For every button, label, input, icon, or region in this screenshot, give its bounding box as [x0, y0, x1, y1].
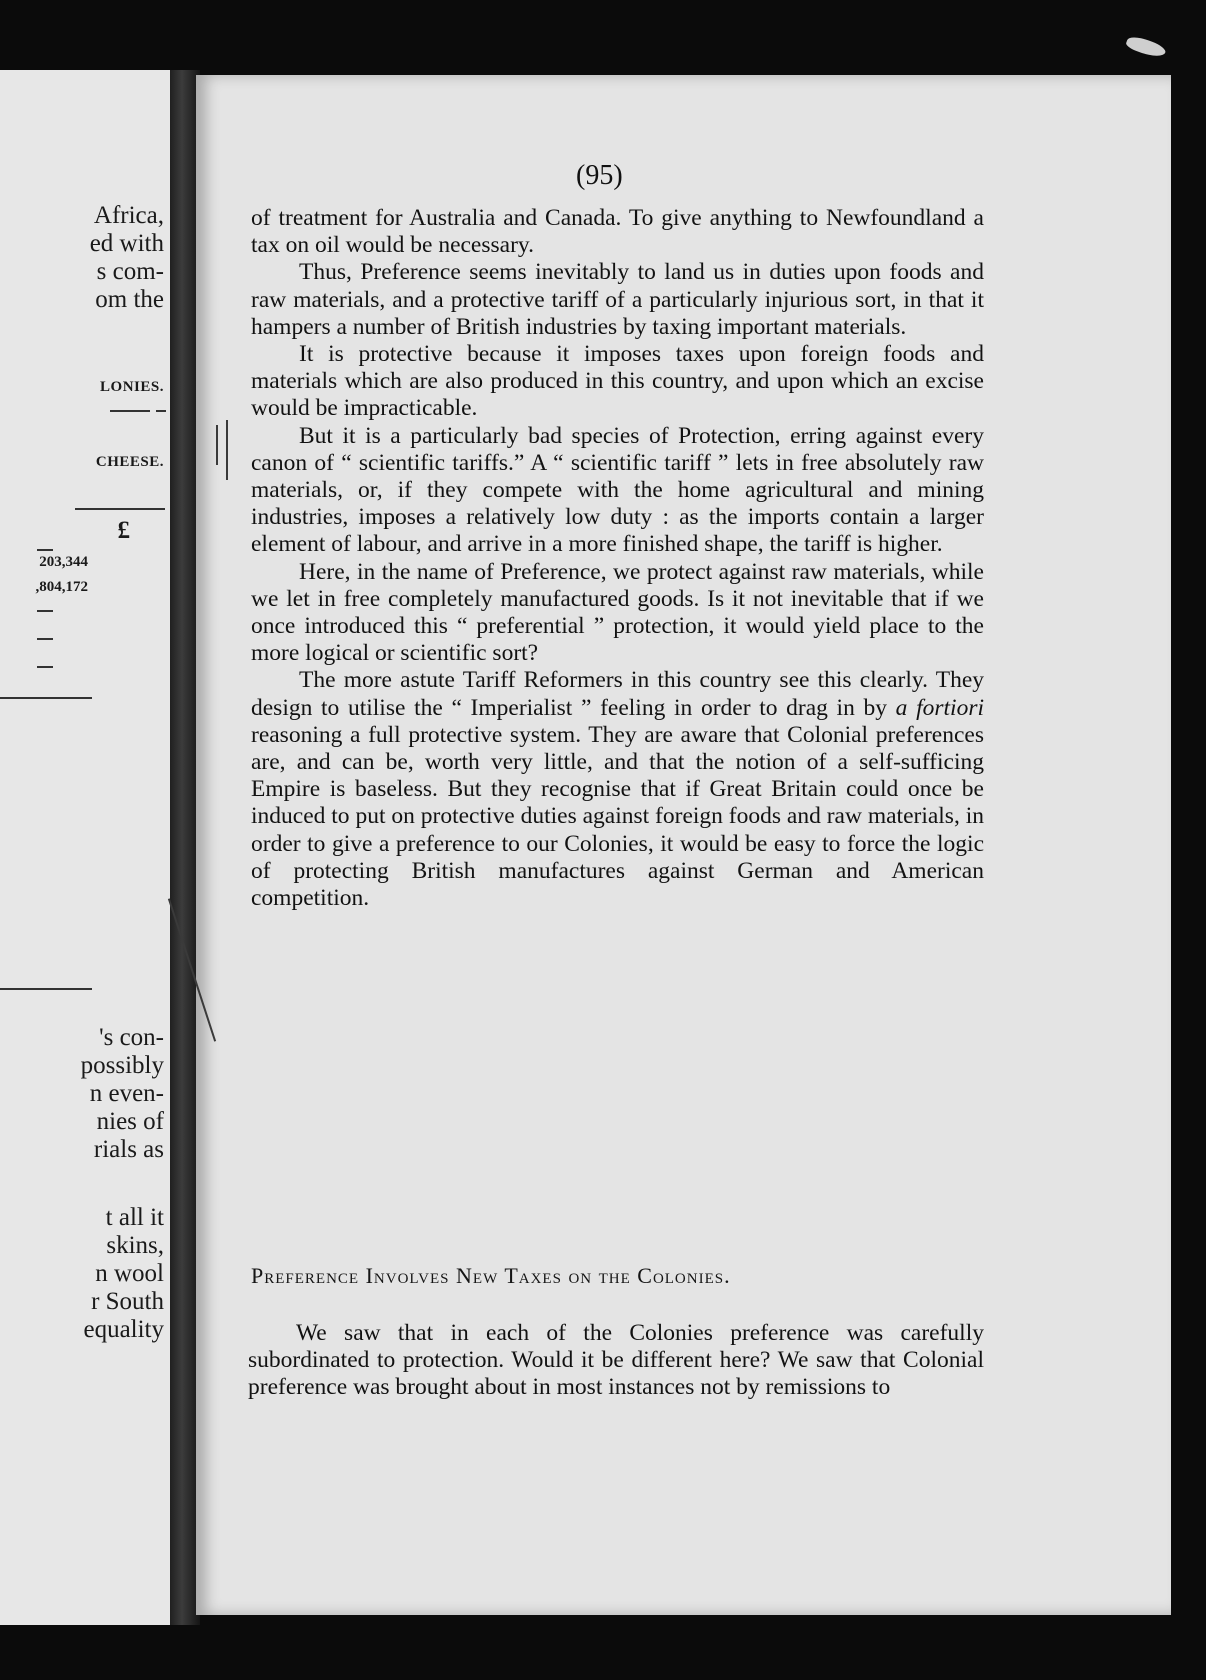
left-fragment: possibly [80, 1052, 164, 1079]
italic-phrase: a fortiori [895, 694, 984, 721]
paragraph: We saw that in each of the Colonies preference was carefully subordinated to protection. Would it be different here? We saw that Colonial preference was brought about in most instances not by remissions to [248, 1320, 984, 1401]
left-dash [156, 410, 166, 412]
left-fragment: n wool [95, 1260, 164, 1287]
left-fragment: ed with [89, 230, 164, 257]
left-fragment: s com- [96, 258, 164, 285]
left-dash [37, 638, 53, 640]
colonies-label: LONIES. [100, 379, 164, 395]
paragraph: of treatment for Australia and Canada. To give anything to Newfoundland a tax on oil would be necessary. [251, 205, 984, 259]
left-fragment: skins, [106, 1232, 164, 1259]
cheese-label: CHEESE. [95, 454, 164, 470]
left-fragment: n even- [89, 1080, 164, 1107]
pound-sign: £ [117, 517, 130, 544]
paragraph-text: reasoning a full protective system. They are aware that Colonial preferences are, and can be, worth very little, and that the notion of a self-sufficing Empire is baseless. But they recognise that if Great Britain could once be induced to put on protective duties against foreign foods and raw materials, in order to give a preference to our Colonies, it would be easy to force the logic of protecting British manufactures against German and American competition. [251, 721, 984, 912]
left-rule [0, 697, 92, 699]
left-value: ,804,172 [35, 579, 88, 595]
paragraph: Thus, Preference seems inevitably to land us in duties upon foods and raw materials, and a protective tariff of a particularly injurious sort, in that it hampers a number of British industries by taxing important materials. [251, 259, 984, 340]
margin-mark [216, 425, 218, 465]
left-fragment: om the [95, 286, 164, 313]
left-fragment: nies of [96, 1108, 164, 1135]
left-fragment: equality [83, 1316, 164, 1343]
paragraph-text: The more astute Tariff Reformers in this country see this clearly. They design to utilise the “ Imperialist ” feeling in order to drag in by [251, 667, 984, 721]
main-page [196, 75, 1171, 1615]
section-heading: Preference Involves New Taxes on the Colonies. [251, 1263, 731, 1288]
left-fragment: t all it [105, 1204, 164, 1231]
left-fragment: rials as [93, 1136, 164, 1163]
body-text [248, 1320, 984, 1402]
paragraph: It is protective because it imposes taxes upon foreign foods and materials which are also produced in this country, and upon which an excise would be impracticable. [251, 341, 984, 422]
left-fragment: 's con- [99, 1024, 164, 1051]
paragraph [251, 667, 984, 912]
left-fragment: Africa, [93, 202, 164, 229]
body-text [251, 205, 984, 912]
left-rule [75, 508, 165, 510]
margin-mark [226, 420, 228, 480]
left-fragment: r South [91, 1288, 164, 1315]
facing-page-left [0, 70, 170, 1625]
left-dash [37, 666, 53, 668]
left-rule [110, 410, 150, 412]
left-value: 203,344 [39, 554, 88, 570]
left-dash [37, 549, 53, 551]
scan-speck [1125, 34, 1167, 61]
paragraph: But it is a particularly bad species of Protection, erring against every canon of “ scientific tariffs.” A “ scientific tariff ” lets in free absolutely raw materials, or, if they compete with the home agricultural and mining industries, imposes a relatively low duty : as the imports contain a larger element of labour, and arrive in a more finished shape, the tariff is higher. [251, 422, 984, 558]
page-number: (95) [576, 160, 623, 191]
left-rule [0, 988, 92, 990]
paragraph: Here, in the name of Preference, we protect against raw materials, while we let in free completely manufactured goods. Is it not inevitable that if we once introduced this “ preferential ” protection, it would yield place to the more logical or scientific sort? [251, 558, 984, 667]
left-dash [37, 610, 53, 612]
